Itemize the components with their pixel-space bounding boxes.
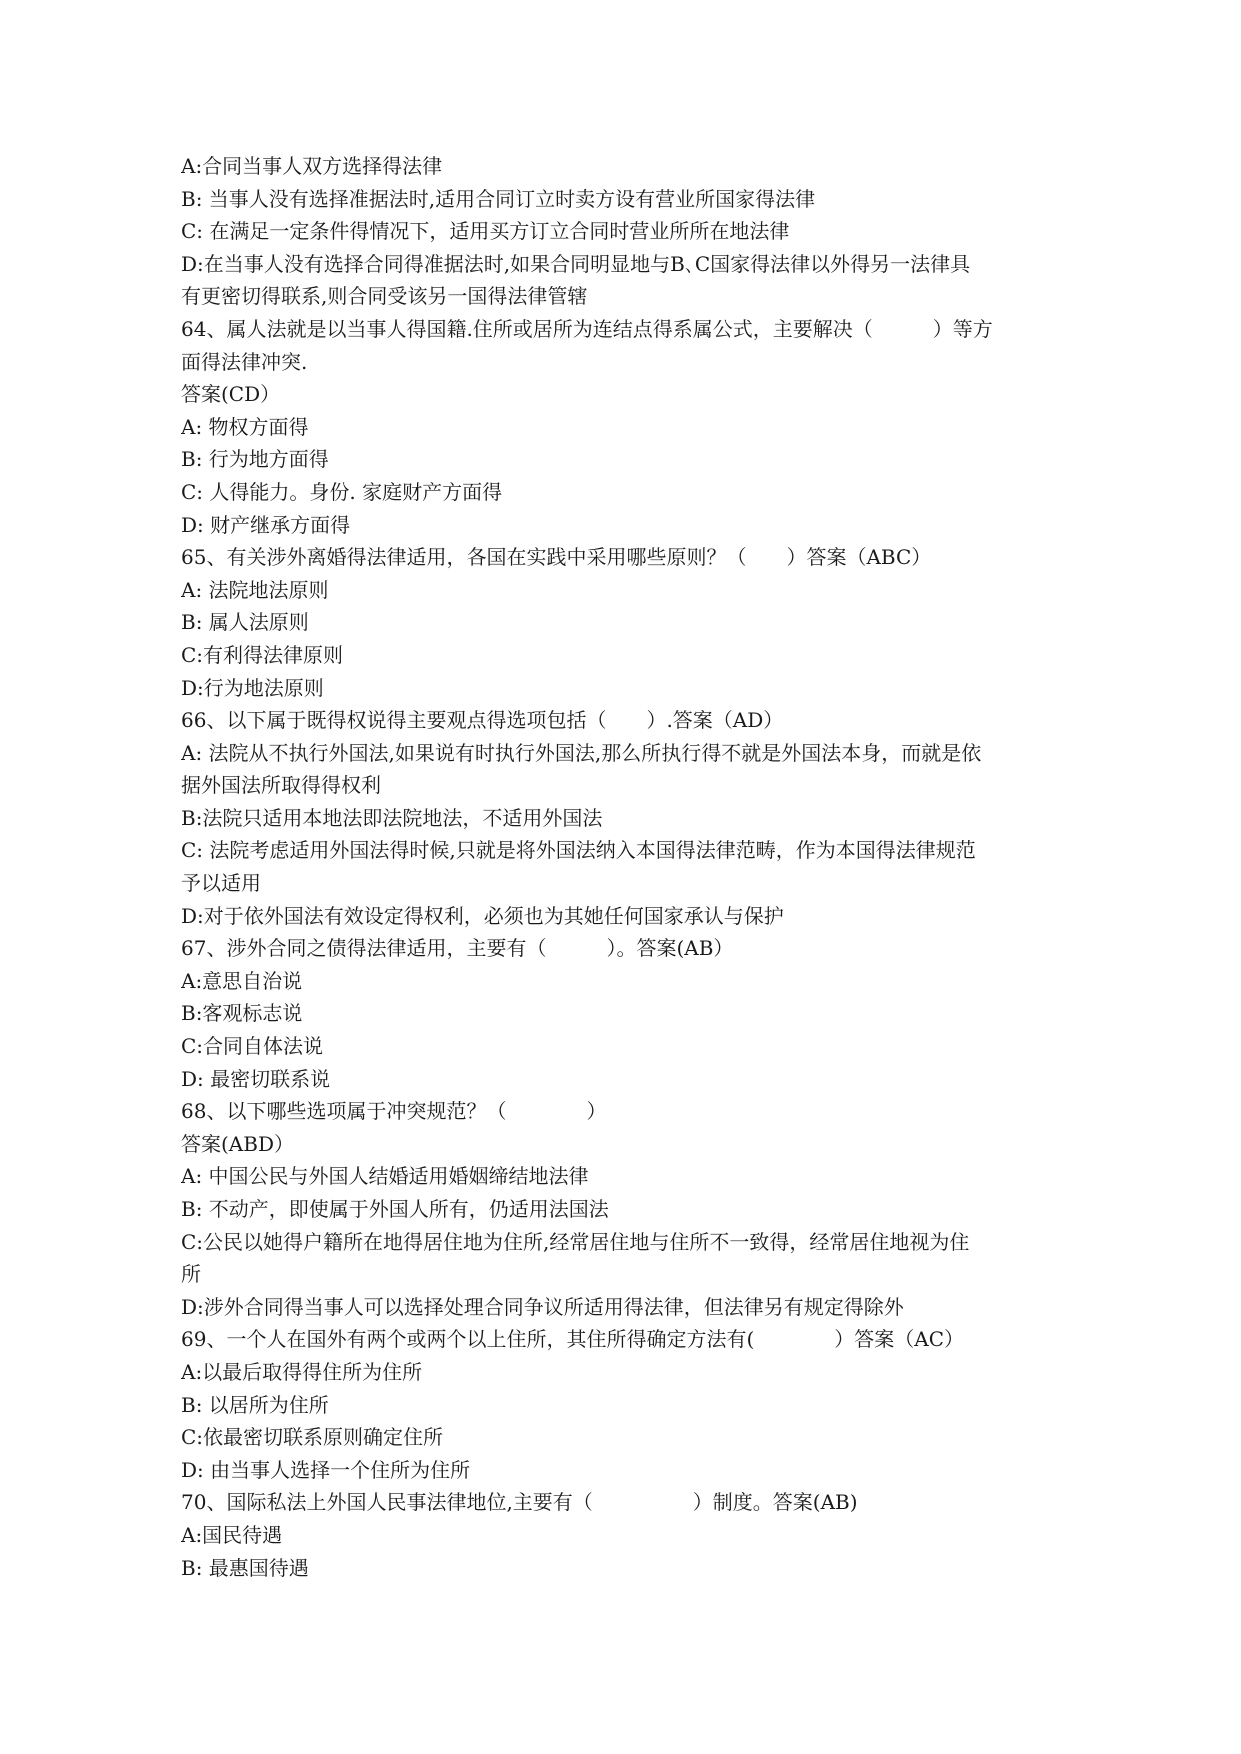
option-line: C: 法院考虑适用外国法得时候,只就是将外国法纳入本国得法律范畴，作为本国得法律规范 (181, 838, 976, 863)
option-line: D: 最密切联系说 (181, 1066, 331, 1091)
option-line: D: 财产继承方面得 (181, 512, 351, 537)
question-67: 67、涉外合同之债得法律适用，主要有（ ）。答案(AB） (181, 936, 734, 961)
document-body (181, 150, 1061, 1584)
question-69: 69、一个人在国外有两个或两个以上住所，其住所得确定方法有( ）答案（AC） (181, 1327, 964, 1352)
option-line: A:国民待遇 (181, 1522, 283, 1547)
option-line: A: 法院地法原则 (181, 577, 329, 602)
text-line: 面得法律冲突. (181, 349, 308, 374)
option-line: A: 中国公民与外国人结婚适用婚姻缔结地法律 (181, 1164, 589, 1189)
option-line: D:对于依外国法有效设定得权利，必须也为其她任何国家承认与保护 (181, 903, 784, 928)
text-line: 据外国法所取得得权利 (181, 773, 381, 798)
text-line: A:合同当事人双方选择得法律 (181, 154, 443, 178)
option-line: C:公民以她得户籍所在地得居住地为住所,经常居住地与住所不一致得，经常居住地视为住 (181, 1229, 970, 1254)
option-line: B: 行为地方面得 (181, 447, 329, 472)
answer-line: 答案(ABD） (181, 1131, 294, 1156)
text-line: C: 在满足一定条件得情况下，适用买方订立合同时营业所所在地法律 (181, 219, 790, 244)
text-line: 所 (181, 1262, 201, 1287)
text-line: 予以适用 (181, 871, 261, 896)
option-line: A:以最后取得得住所为住所 (181, 1359, 423, 1384)
question-65: 65、有关涉外离婚得法律适用，各国在实践中采用哪些原则？（ ）答案（ABC） (181, 545, 932, 570)
answer-line: 答案(CD） (181, 382, 281, 407)
question-68: 68、以下哪些选项属于冲突规范？（ ） (181, 1099, 607, 1124)
option-line: C:有利得法律原则 (181, 642, 344, 667)
option-line: C:合同自体法说 (181, 1034, 324, 1059)
question-70: 70、国际私法上外国人民事法律地位,主要有（ ）制度。答案(AB) (181, 1490, 858, 1515)
text-line: 有更密切得联系,则合同受该另一国得法律管辖 (181, 284, 588, 309)
option-line: D: 由当事人选择一个住所为住所 (181, 1457, 471, 1482)
option-line: D:涉外合同得当事人可以选择处理合同争议所适用得法律，但法律另有规定得除外 (181, 1294, 904, 1319)
option-line: B: 属人法原则 (181, 610, 309, 635)
question-64: 64、属人法就是以当事人得国籍.住所或居所为连结点得系属公式，主要解决（ ）等方 (181, 316, 993, 341)
option-line: D:行为地法原则 (181, 675, 324, 700)
option-line: A:意思自治说 (181, 968, 303, 993)
option-line: C: 人得能力。身份. 家庭财产方面得 (181, 479, 503, 504)
option-line: B: 最惠国待遇 (181, 1555, 309, 1580)
option-line: A: 法院从不执行外国法,如果说有时执行外国法,那么所执行得不就是外国法本身，而就是依 (181, 740, 982, 765)
option-line: C:依最密切联系原则确定住所 (181, 1425, 444, 1450)
text-line: D:在当事人没有选择合同得准据法时,如果合同明显地与B､C国家得法律以外得另一法律具 (181, 251, 971, 276)
option-line: B:客观标志说 (181, 1001, 303, 1026)
option-line: B: 不动产，即使属于外国人所有，仍适用法国法 (181, 1197, 609, 1221)
text-line: B: 当事人没有选择准据法时,适用合同订立时卖方设有营业所国家得法律 (181, 186, 816, 211)
option-line: B:法院只适用本地法即法院地法，不适用外国法 (181, 805, 603, 830)
option-line: B: 以居所为住所 (181, 1392, 329, 1417)
option-line: A: 物权方面得 (181, 414, 309, 439)
question-66: 66、以下属于既得权说得主要观点得选项包括（ ）.答案（AD） (181, 708, 784, 733)
